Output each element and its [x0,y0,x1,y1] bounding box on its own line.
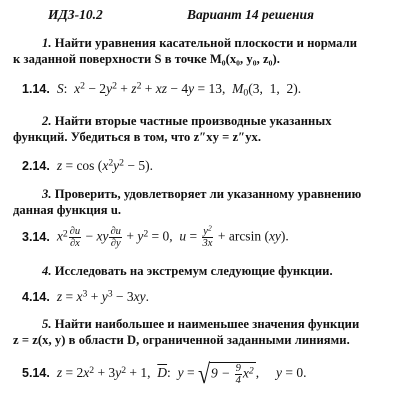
task-1-line-2: к заданной поверхности S в точке M₀(x₀, y₀, z₀). [13,52,280,66]
item-3-14: 3.14. $x^2$ $\frac{\partial u}{\partial x}$ − xy $\frac{\partial u}{\partial y}$ + $y^2 = 0$, u = $\frac{y^2}{3x}$ + arcsin (xy). [22,223,289,250]
variant-title: Вариант 14 решения [187,7,314,22]
task-4-line-1: 4. Исследовать на экстремум следующие функции. [42,264,333,278]
item-1-14: 1.14. S: $x^2 - 2y^2 + z^2$ + xz − 4y = 13, $M_0(3$, 1, 2). [22,80,302,99]
task-2-line-1: 2. Найти вторые частные производные указанных [42,114,332,128]
item-label: 2.14. [22,159,50,173]
item-5-14: 5.14. $z = 2x^2 + 3y^2 + 1$, $\overline{D}$: y = √9 − $\frac{9}{4}$ $x^2$ , y = 0. [22,357,307,390]
assignment-code: ИДЗ-10.2 [48,7,103,22]
task-1-line-1: 1. Найти уравнения касательной плоскости и нормали [42,36,358,50]
formula-1-14-text [0,0,1,1]
item-4-14: 4.14. $z = x^3 + y^3 - 3xy$. [22,288,150,304]
task-5-line-1: 5. Найти наибольшее и наименьшее значения функции [42,317,360,331]
item-label: 5.14. [22,366,50,381]
task-2-line-2: функций. Убедиться в том, что z″xy = z″yx. [13,130,262,144]
item-label: 3.14. [22,229,50,244]
item-2-14: 2.14. $z = \cos (x^2y^2 - 5)$. [22,157,154,173]
item-label: 4.14. [22,290,50,304]
task-5-line-2: z = z(x, y) в области D, ограниченной заданными линиями. [13,333,350,347]
item-label: 1.14. [22,82,50,96]
task-3-line-2: данная функция u. [13,203,122,217]
task-3-line-1: 3. Проверить, удовлетворяет ли указанному уравнению [42,187,362,201]
